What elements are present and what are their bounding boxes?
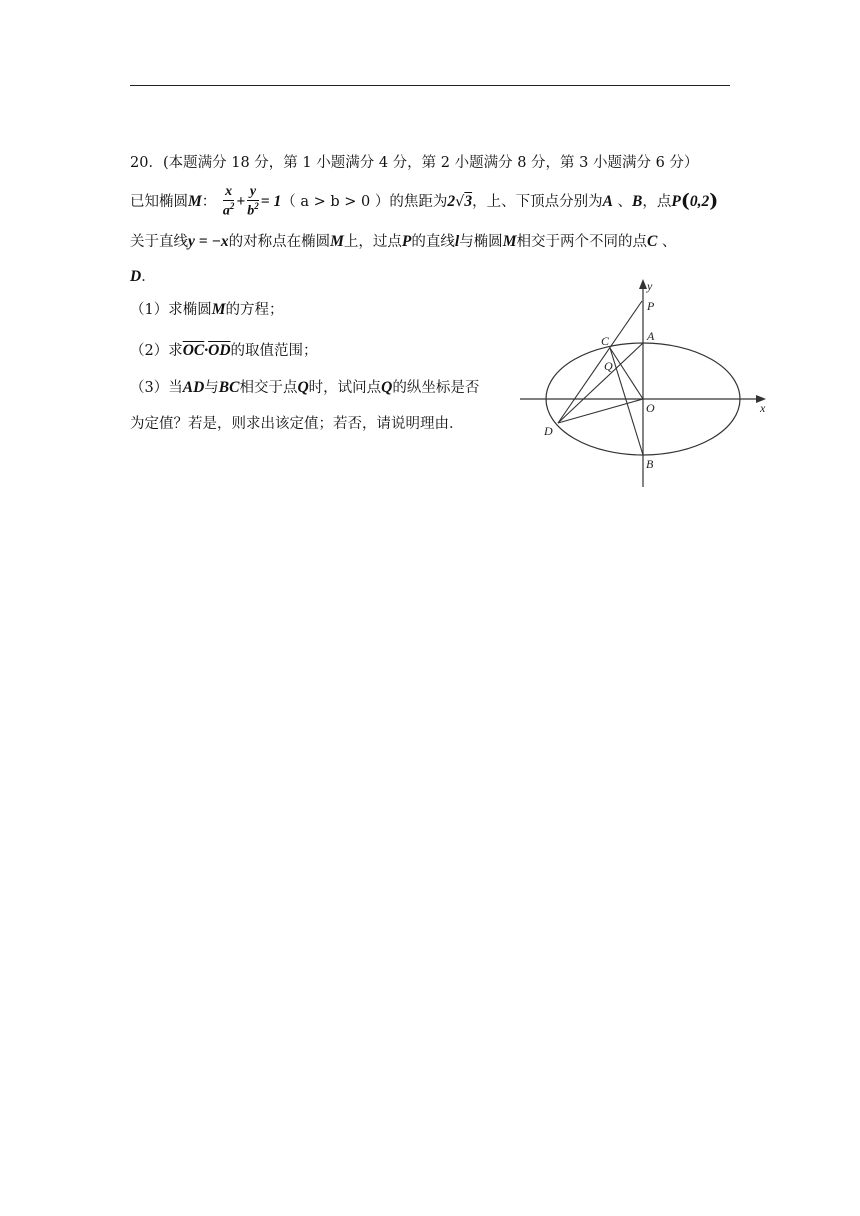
segment-BC bbox=[610, 348, 643, 455]
label-O: O bbox=[646, 401, 655, 415]
problem-statement-line-3: D． bbox=[130, 268, 156, 285]
label-C: C bbox=[601, 334, 610, 348]
label-D: D bbox=[544, 424, 553, 438]
label-Q: Q bbox=[604, 359, 613, 373]
problem-statement-line-2: 关于直线y = −x的对称点在椭圆M上，过点P的直线l与椭圆M相交于两个不同的点C 、 bbox=[130, 233, 677, 250]
segment-OC bbox=[610, 348, 643, 399]
label-P: P bbox=[647, 299, 655, 313]
fraction-x-over-a2: $\frac{x}{a^2}$ bbox=[222, 184, 235, 219]
label-y: y bbox=[647, 279, 653, 293]
question-2: （2）求$\overline{OC}\cdot\overline{OD}$的取值范围； bbox=[130, 342, 318, 359]
label-A: A bbox=[647, 329, 655, 343]
fraction-y-over-b2: $\frac{y}{b^2}$ bbox=[247, 184, 259, 219]
y-axis-arrow bbox=[639, 279, 647, 289]
problem-statement-line-1: 已知椭圆M： $\frac{x}{a^2}$ + $\frac{y}{b^2}$ = 1（ a > b > 0 ）的焦距为2√3，上、下顶点分别为A 、B，点P(0,2) bbox=[130, 184, 719, 219]
label-x: x bbox=[760, 401, 766, 415]
question-1: （1）求椭圆M的方程； bbox=[130, 301, 284, 318]
label-B: B bbox=[646, 457, 654, 471]
ellipse-figure bbox=[520, 277, 775, 489]
problem-title: 20．(本题满分 18 分，第 1 小题满分 4 分，第 2 小题满分 8 分，第 3 小题满分 6 分） bbox=[130, 155, 699, 171]
question-3-continued: 为定值？若是，则求出该定值；若否，请说明理由． bbox=[130, 416, 464, 432]
header-rule bbox=[130, 85, 730, 86]
question-3: （3）当AD与BC相交于点Q时，试问点Q的纵坐标是否 bbox=[130, 379, 480, 396]
